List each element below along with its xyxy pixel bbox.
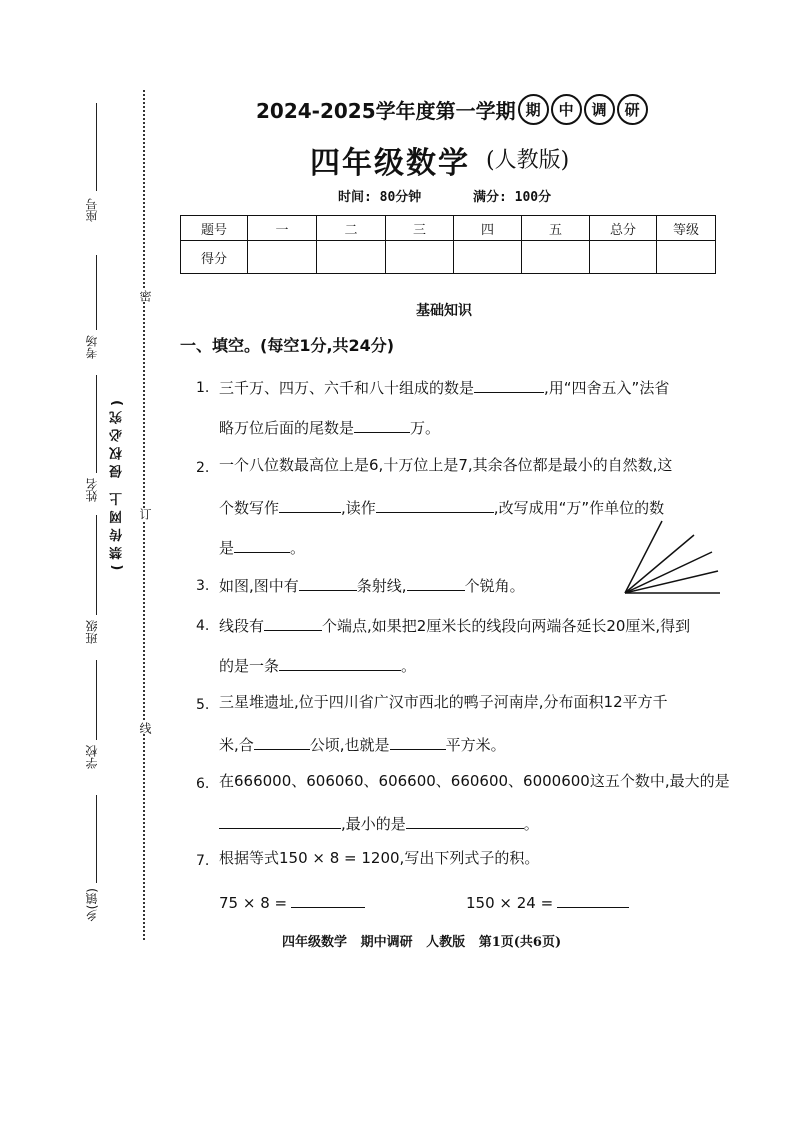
- score-header-cell: 四: [454, 216, 522, 241]
- q5-line2: [219, 735, 506, 753]
- q5-text-b: 米,合: [219, 736, 254, 754]
- q4-blank-2[interactable]: [279, 656, 401, 671]
- q1-number: 1.: [196, 380, 210, 396]
- q2-text-c: ,读作: [341, 499, 376, 517]
- q2-text-d: ,改写成用“万”作单位的数: [493, 499, 665, 517]
- binding-town-label: 乡(镇): [85, 888, 99, 922]
- binding-mark-xian: 线: [138, 722, 152, 734]
- score-header-cell: 等级: [657, 216, 716, 241]
- q2-blank-2[interactable]: [376, 498, 494, 513]
- name-line: [96, 375, 97, 473]
- q6-number: 6.: [196, 776, 210, 792]
- q3-text-a: 如图,图中有: [219, 577, 299, 595]
- q3-blank-2[interactable]: [407, 576, 465, 591]
- school-line: [96, 660, 97, 740]
- q5-blank-2[interactable]: [390, 735, 446, 750]
- section-title: 基础知识: [416, 303, 472, 319]
- score-cell[interactable]: [657, 241, 716, 274]
- q1-text-c: 略万位后面的尾数是: [219, 419, 355, 437]
- class-line: [96, 515, 97, 615]
- exam-header: [256, 94, 648, 125]
- q3-text-b: 条射线,: [356, 577, 407, 595]
- score-table-header-row: [181, 216, 716, 241]
- time-info: [338, 186, 551, 205]
- q2-text-b: 个数写作: [219, 499, 280, 517]
- q1-text-a: 三千万、四万、六千和八十组成的数是: [219, 379, 475, 397]
- copyright-notice: (禁传网上 侵权必究): [110, 395, 125, 571]
- q5-number: 5.: [196, 697, 210, 713]
- q1-text-b: ,用“四舍五入”法省: [544, 379, 670, 397]
- q4-line1: [219, 616, 690, 634]
- q5-text-d: 平方米。: [445, 736, 506, 754]
- page-title: 四年级数学: [310, 146, 470, 181]
- q4-text-a: 线段有: [219, 617, 265, 635]
- q6-text-b: ,最小的是: [341, 815, 406, 833]
- q2-number: 2.: [196, 460, 210, 476]
- q1-line1: [219, 378, 669, 396]
- ray-3: [625, 552, 712, 593]
- score-cell[interactable]: [454, 241, 522, 274]
- q7-expr-2: [466, 893, 629, 911]
- q4-line2: [219, 656, 416, 674]
- q6-text-a: 在666000、606060、606600、660600、6000600这五个数中,最大的是: [219, 772, 730, 790]
- q7-line1: [219, 851, 539, 866]
- q6-line1: [219, 774, 730, 789]
- q7-text-a: 根据等式150 × 8 = 1200,写出下列式子的积。: [219, 849, 540, 867]
- binding-class-label: 班级: [85, 620, 99, 644]
- binding-exam-room-label: 考场: [85, 335, 99, 359]
- full-score: 满分: 100分: [472, 190, 552, 205]
- town-line: [96, 795, 97, 883]
- q4-text-b: 个端点,如果把2厘米长的线段向两端各延长20厘米,得到: [322, 617, 691, 635]
- score-cell[interactable]: [317, 241, 386, 274]
- rays-figure: [618, 515, 722, 597]
- year-term: 2024-2025学年度第一学期: [256, 99, 516, 123]
- circle-char-2: 中: [551, 94, 582, 125]
- score-header-cell: 二: [317, 216, 386, 241]
- score-cell[interactable]: [386, 241, 454, 274]
- binding-mark-ding: 订: [138, 508, 152, 520]
- q3-text-c: 个锐角。: [464, 577, 525, 595]
- ray-1: [625, 521, 662, 593]
- score-cell[interactable]: [522, 241, 590, 274]
- binding-school-label: 学校: [85, 745, 99, 769]
- score-header-cell: 三: [386, 216, 454, 241]
- q7-blank-1[interactable]: [291, 893, 365, 908]
- q6-blank-1[interactable]: [219, 814, 341, 829]
- score-table-score-row: [181, 241, 716, 274]
- page-footer: 四年级数学 期中调研 人教版 第1页(共6页): [282, 935, 562, 950]
- q6-text-c: 。: [523, 815, 539, 833]
- q7-number: 7.: [196, 853, 210, 869]
- q7-expr-2-text: 150 × 24 =: [466, 894, 554, 912]
- q2-line1: [219, 458, 672, 473]
- score-table: [180, 215, 716, 274]
- q6-line2: [219, 814, 539, 832]
- q7-blank-2[interactable]: [557, 893, 629, 908]
- binding-name-label: 姓名: [85, 478, 99, 502]
- binding-mark-mi: 密: [138, 290, 152, 302]
- score-header-cell: 一: [248, 216, 317, 241]
- circle-char-1: 期: [518, 94, 549, 125]
- q1-blank-2[interactable]: [354, 418, 410, 433]
- exam-no-line: [96, 103, 97, 191]
- q2-line3: [219, 538, 305, 556]
- q7-expr-1-text: 75 × 8 =: [219, 894, 288, 912]
- q3-line1: [219, 576, 525, 594]
- binding-exam-no-label: 座号: [85, 198, 99, 222]
- q1-blank-1[interactable]: [474, 378, 544, 393]
- score-header-cell: 总分: [590, 216, 657, 241]
- q5-line1: [219, 695, 668, 710]
- q4-number: 4.: [196, 618, 210, 634]
- q1-line2: [219, 418, 440, 436]
- score-cell[interactable]: [590, 241, 657, 274]
- part1-title: 一、填空。(每空1分,共24分): [180, 336, 395, 355]
- q5-text-c: 公顷,也就是: [309, 736, 390, 754]
- q2-text-f: 。: [290, 539, 306, 557]
- q2-text-a: 一个八位数最高位上是6,十万位上是7,其余各位都是最小的自然数,这: [219, 456, 673, 474]
- circle-char-3: 调: [584, 94, 615, 125]
- q1-text-d: 万。: [410, 419, 441, 437]
- score-header-cell: 题号: [181, 216, 248, 241]
- q4-text-c: 的是一条: [219, 657, 280, 675]
- q5-text-a: 三星堆遗址,位于四川省广汉市西北的鸭子河南岸,分布面积12平方千: [219, 693, 668, 711]
- q2-blank-3[interactable]: [234, 538, 290, 553]
- score-header-cell: 五: [522, 216, 590, 241]
- q6-blank-2[interactable]: [406, 814, 524, 829]
- q2-line2: [219, 498, 664, 516]
- edition-label: (人教版): [486, 148, 570, 173]
- q5-blank-1[interactable]: [254, 735, 310, 750]
- q4-text-d: 。: [401, 657, 417, 675]
- exam-room-line: [96, 255, 97, 330]
- q7-expr-1: [219, 893, 365, 911]
- q3-number: 3.: [196, 578, 210, 594]
- q2-blank-1[interactable]: [279, 498, 341, 513]
- q3-blank-1[interactable]: [299, 576, 357, 591]
- q2-text-e: 是: [219, 539, 235, 557]
- circle-char-4: 研: [617, 94, 648, 125]
- q4-blank-1[interactable]: [264, 616, 322, 631]
- exam-time: 时间: 80分钟: [338, 190, 422, 205]
- score-cell[interactable]: [248, 241, 317, 274]
- score-row-label: 得分: [181, 241, 248, 274]
